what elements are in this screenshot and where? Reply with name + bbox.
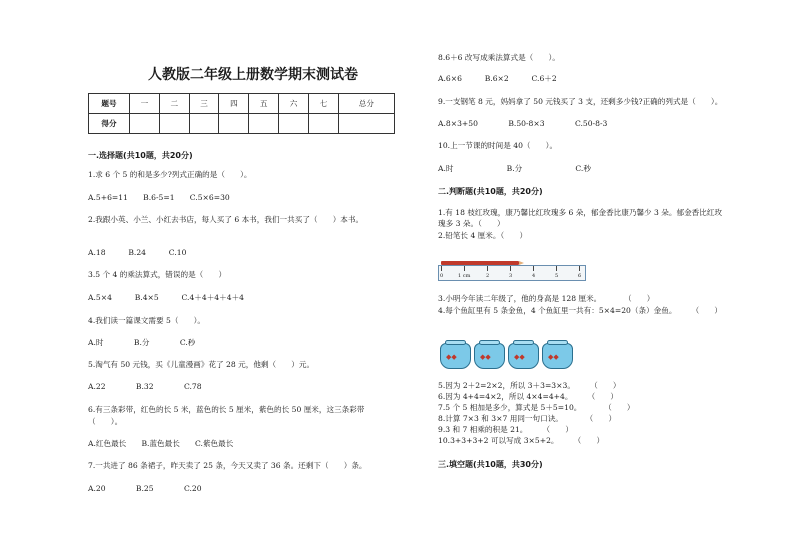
score-row-label: 得分 <box>89 114 130 134</box>
option-line: A.时 B.分 C.秒 <box>438 164 591 173</box>
option-line: A.8×3+50 B.50-8×3 C.50-8-3 <box>438 119 608 128</box>
ruler-label: 5 <box>555 273 559 279</box>
ruler-tick <box>510 266 511 271</box>
score-header-cell: 七 <box>308 94 338 114</box>
question-line: 1.求 6 个 5 的和是多少?列式正确的是（ ）。 <box>88 170 252 179</box>
fish-icon: ◆◆ <box>548 353 559 361</box>
ruler-tick <box>556 266 557 271</box>
judge-line: 瑰多 3 朵。（ ） <box>438 219 505 228</box>
judge-line: 5.因为 2＋2=2×2，所以 3＋3=3×3。 （ ） <box>438 381 621 390</box>
ruler-label: 1 cm <box>458 273 471 279</box>
fish-bowl-icon <box>440 343 471 369</box>
score-header-cell: 四 <box>219 94 249 114</box>
ruler-tick <box>441 266 442 271</box>
judge-line: 7.5 个 5 相加是多少，算式是 5＋5=10。 （ ） <box>438 403 635 412</box>
option-line: A.5+6=11 B.6-5=1 C.5×6=30 <box>88 193 230 202</box>
option-line: A.时 B.分 C.秒 <box>88 338 196 347</box>
ruler-label: 4 <box>532 273 536 279</box>
score-header-cell: 五 <box>249 94 279 114</box>
score-cell[interactable] <box>338 114 394 134</box>
fish-bowl-icon <box>474 343 505 369</box>
option-line: A.20 B.25 C.20 <box>88 484 202 493</box>
fish-bowl-icon <box>508 343 539 369</box>
judge-line: 8.计算 7×3 和 3×7 用同一句口诀。 （ ） <box>438 414 617 423</box>
ruler-tick <box>487 266 488 271</box>
question-line: 2.我跟小英、小兰、小红去书店，每人买了 6 本书，我们一共买了（ ）本书。 <box>88 215 364 224</box>
question-line: 9.一支钢笔 8 元，妈妈拿了 50 元钱买了 3 支，还剩多少钱?正确的列式是（ ）。 <box>438 97 723 106</box>
question-line: 7.一共进了 86 条裙子，昨天卖了 25 条，今天又卖了 36 条。还剩下（ ）条。 <box>88 461 367 470</box>
score-header-cell: 二 <box>159 94 189 114</box>
page-title: 人教版二年级上册数学期末测试卷 <box>148 67 358 83</box>
ruler-label: 2 <box>486 273 490 279</box>
judge-line: 6.因为 4+4=4×2，所以 4×4=4+4。 （ ） <box>438 392 619 401</box>
judge-line: 9.3 和 7 相乘的积是 21。 （ ） <box>438 425 573 434</box>
score-cell[interactable] <box>308 114 338 134</box>
ruler-tick <box>533 266 534 271</box>
score-cell[interactable] <box>130 114 160 134</box>
option-line: A.5×4 B.4×5 C.4＋4＋4＋4＋4 <box>88 293 244 302</box>
question-line: 4.我们读一篇课文需要 5（ ）。 <box>88 316 206 325</box>
question-line: （ ）。 <box>88 417 123 426</box>
option-line: A.22 B.32 C.78 <box>88 382 202 391</box>
score-cell[interactable] <box>249 114 279 134</box>
judge-line: 3.小明今年读二年级了，他的身高是 128 厘米。 （ ） <box>438 294 655 303</box>
score-cell[interactable] <box>189 114 219 134</box>
fish-bowl-icon <box>542 343 573 369</box>
ruler-label: 0 <box>440 273 444 279</box>
ruler-label: 6 <box>578 273 582 279</box>
judge-line: 1.有 18 枝红玫瑰，康乃馨比红玫瑰多 6 朵，郁金香比康乃馨少 3 朵。郁金香比红玫 <box>438 208 723 217</box>
judge-line: 2.铅笔长 4 厘米。（ ） <box>438 231 528 240</box>
score-cell[interactable] <box>159 114 189 134</box>
score-table <box>88 93 395 134</box>
question-line: 6.有三条彩带，红色的长 5 米，蓝色的长 5 厘米，紫色的长 50 厘米，这三条彩带 <box>88 405 365 414</box>
score-cell[interactable] <box>219 114 249 134</box>
section3-title: 三.填空题(共10题，共30分) <box>438 460 543 469</box>
question-line: 3.5 个 4 的乘法算式，错误的是（ ） <box>88 270 227 279</box>
section1-title: 一.选择题(共10题，共20分) <box>88 151 193 160</box>
fish-icon: ◆◆ <box>514 353 525 361</box>
section2-title: 二.判断题(共10题，共20分) <box>438 187 543 196</box>
question-line: 5.淘气有 50 元钱，买《儿童漫画》花了 28 元，他剩（ ）元。 <box>88 360 315 369</box>
judge-line: 10.3+3+3+2 可以写成 3×5+2。 （ ） <box>438 436 605 445</box>
score-header-cell: 题号 <box>89 94 130 114</box>
score-table-score-row <box>89 114 395 134</box>
score-cell[interactable] <box>279 114 309 134</box>
score-header-cell: 总分 <box>338 94 394 114</box>
question-line: 10.上一节课的时间是 40（ ）。 <box>438 141 558 150</box>
option-line: A.红色最长 B.蓝色最长 C.紫色最长 <box>88 439 234 448</box>
judge-line: 4.每个鱼缸里有 5 条金鱼，4 个鱼缸里一共有：5×4=20（条）金鱼。 （ ） <box>438 306 723 315</box>
option-line: A.6×6 B.6×2 C.6＋2 <box>438 74 557 83</box>
score-header-cell: 一 <box>130 94 160 114</box>
score-table-header-row <box>89 94 395 114</box>
ruler-label: 3 <box>509 273 513 279</box>
ruler-tick <box>579 266 580 271</box>
score-header-cell: 六 <box>279 94 309 114</box>
fish-icon: ◆◆ <box>446 353 457 361</box>
option-line: A.18 B.24 C.10 <box>88 248 187 257</box>
score-header-cell: 三 <box>189 94 219 114</box>
ruler-tick <box>464 266 465 271</box>
question-line: 8.6＋6 改写成乘法算式是（ ）。 <box>438 53 560 62</box>
fish-icon: ◆◆ <box>480 353 491 361</box>
